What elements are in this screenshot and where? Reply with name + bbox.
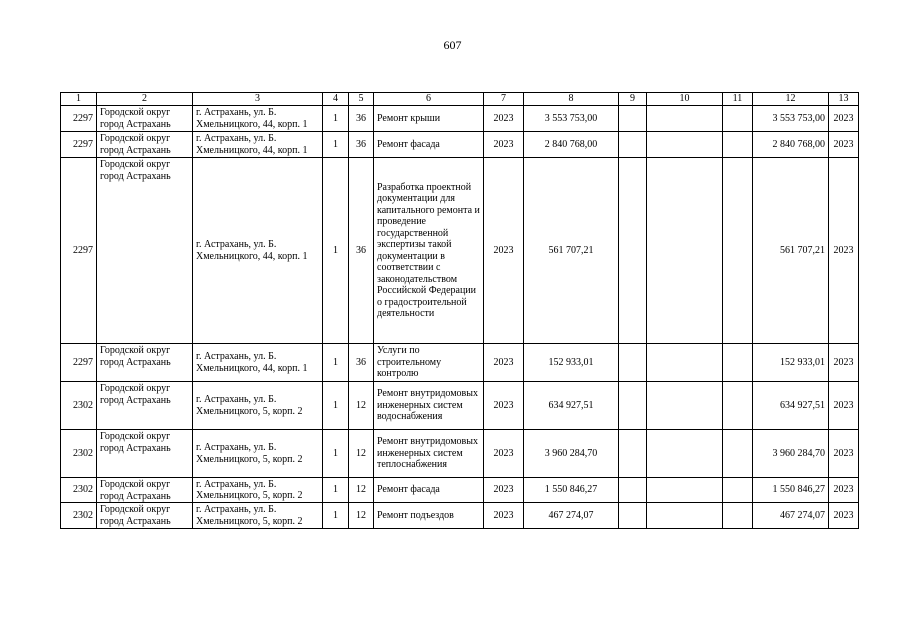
cell-work-type: Ремонт внутридомовых инженерных систем водоснабжения xyxy=(374,382,484,430)
cell-address-line: г. Астрахань, ул. Б. xyxy=(196,442,277,453)
cell-municipality xyxy=(97,503,193,529)
table-row xyxy=(61,106,859,132)
cell-address xyxy=(193,382,323,430)
cell-address-line: г. Астрахань, ул. Б. xyxy=(196,351,277,362)
cell-address-line: Хмельницкого, 5, корп. 2 xyxy=(196,490,303,501)
cell-year-end: 2023 xyxy=(829,106,859,132)
cell-municipality-line: Городской округ xyxy=(100,383,171,394)
cell-municipality-line: Городской округ xyxy=(100,159,171,170)
header-cell: 7 xyxy=(484,93,524,106)
cell-address-line: Хмельницкого, 44, корп. 1 xyxy=(196,144,308,156)
header-cell: 9 xyxy=(619,93,647,106)
cell-year: 2023 xyxy=(484,158,524,344)
cell-col10 xyxy=(647,132,723,158)
cell-col9 xyxy=(619,430,647,478)
cell-col9 xyxy=(619,478,647,503)
cell-work-type: Ремонт фасада xyxy=(374,478,484,503)
cell-col9 xyxy=(619,503,647,529)
cell-municipality-line: Городской округ xyxy=(100,107,171,118)
header-cell: 5 xyxy=(349,93,374,106)
cell-municipality-line: Городской округ xyxy=(100,431,171,442)
cell-id: 2302 xyxy=(61,478,97,503)
cell-total: 2 840 768,00 xyxy=(753,132,829,158)
cell-municipality xyxy=(97,158,193,344)
cell-work-type: Ремонт подъездов xyxy=(374,503,484,529)
cell-year-end: 2023 xyxy=(829,430,859,478)
cell-col4: 1 xyxy=(323,503,349,529)
cell-total: 561 707,21 xyxy=(753,158,829,344)
cell-cost: 3 960 284,70 xyxy=(524,430,619,478)
cell-col5: 36 xyxy=(349,344,374,382)
cell-col10 xyxy=(647,158,723,344)
cell-municipality xyxy=(97,478,193,503)
cell-year-end: 2023 xyxy=(829,132,859,158)
cell-municipality-line: Городской округ xyxy=(100,345,171,356)
header-cell: 6 xyxy=(374,93,484,106)
cell-col10 xyxy=(647,478,723,503)
cell-municipality xyxy=(97,106,193,132)
cell-year-end: 2023 xyxy=(829,382,859,430)
header-cell: 2 xyxy=(97,93,193,106)
cell-municipality-line: город Астрахань xyxy=(100,170,171,182)
cell-col5: 36 xyxy=(349,158,374,344)
cell-year: 2023 xyxy=(484,478,524,503)
cell-col10 xyxy=(647,503,723,529)
cell-year-end: 2023 xyxy=(829,158,859,344)
cell-municipality-line: город Астрахань xyxy=(100,515,171,527)
cell-cost: 561 707,21 xyxy=(524,158,619,344)
cell-total: 467 274,07 xyxy=(753,503,829,529)
cell-municipality-line: город Астрахань xyxy=(100,356,171,368)
cell-cost: 1 550 846,27 xyxy=(524,478,619,503)
cell-work-type: Ремонт внутридомовых инженерных систем теплоснабжения xyxy=(374,430,484,478)
cell-year: 2023 xyxy=(484,106,524,132)
cell-id: 2302 xyxy=(61,382,97,430)
cell-municipality xyxy=(97,430,193,478)
cell-col11 xyxy=(723,430,753,478)
table-row xyxy=(61,430,859,478)
header-cell: 11 xyxy=(723,93,753,106)
header-cell: 12 xyxy=(753,93,829,106)
cell-col11 xyxy=(723,382,753,430)
cell-col4: 1 xyxy=(323,478,349,503)
cell-year-end: 2023 xyxy=(829,344,859,382)
cell-cost: 2 840 768,00 xyxy=(524,132,619,158)
cell-col10 xyxy=(647,382,723,430)
table-row xyxy=(61,132,859,158)
cell-municipality xyxy=(97,344,193,382)
header-cell: 8 xyxy=(524,93,619,106)
cell-municipality-line: Городской округ xyxy=(100,479,171,490)
cell-year: 2023 xyxy=(484,344,524,382)
cell-col4: 1 xyxy=(323,382,349,430)
cell-municipality-line: город Астрахань xyxy=(100,490,171,502)
cell-year: 2023 xyxy=(484,132,524,158)
cell-col5: 12 xyxy=(349,478,374,503)
cell-col4: 1 xyxy=(323,344,349,382)
cell-work-type: Ремонт крыши xyxy=(374,106,484,132)
cell-col11 xyxy=(723,503,753,529)
cell-col4: 1 xyxy=(323,106,349,132)
cell-col9 xyxy=(619,344,647,382)
cell-col4: 1 xyxy=(323,132,349,158)
cell-municipality-line: город Астрахань xyxy=(100,394,171,406)
header-cell: 4 xyxy=(323,93,349,106)
cell-address-line: г. Астрахань, ул. Б. xyxy=(196,239,277,250)
header-cell: 10 xyxy=(647,93,723,106)
cell-id: 2297 xyxy=(61,158,97,344)
cell-col11 xyxy=(723,478,753,503)
table-row xyxy=(61,158,859,344)
cell-municipality-line: город Астрахань xyxy=(100,144,171,156)
cell-address xyxy=(193,158,323,344)
cell-col10 xyxy=(647,106,723,132)
cell-address xyxy=(193,132,323,158)
cell-cost: 467 274,07 xyxy=(524,503,619,529)
cell-work-type: Разработка проектной документации для капитального ремонта и проведение государственной экспертизы такой документации в соответствии с законодательством Российской Федерации о градостроительной деятельности xyxy=(374,158,484,344)
page-number: 607 xyxy=(443,38,462,52)
cell-address-line: Хмельницкого, 5, корп. 2 xyxy=(196,515,303,527)
cell-col9 xyxy=(619,158,647,344)
cell-id: 2297 xyxy=(61,106,97,132)
cell-work-type: Ремонт фасада xyxy=(374,132,484,158)
cell-col5: 12 xyxy=(349,430,374,478)
cell-col9 xyxy=(619,132,647,158)
header-cell: 13 xyxy=(829,93,859,106)
cell-municipality xyxy=(97,382,193,430)
cell-municipality-line: город Астрахань xyxy=(100,442,171,454)
header-cell: 1 xyxy=(61,93,97,106)
cell-id: 2302 xyxy=(61,430,97,478)
table-row xyxy=(61,344,859,382)
cell-address xyxy=(193,430,323,478)
cell-col5: 36 xyxy=(349,106,374,132)
cell-address xyxy=(193,503,323,529)
cell-col9 xyxy=(619,382,647,430)
header-row xyxy=(61,93,859,106)
cell-id: 2302 xyxy=(61,503,97,529)
cell-address-line: Хмельницкого, 5, корп. 2 xyxy=(196,453,303,465)
cell-address-line: Хмельницкого, 44, корп. 1 xyxy=(196,118,308,130)
cell-municipality xyxy=(97,132,193,158)
cell-address-line: г. Астрахань, ул. Б. xyxy=(196,107,277,118)
cell-year: 2023 xyxy=(484,430,524,478)
cell-cost: 634 927,51 xyxy=(524,382,619,430)
cell-col10 xyxy=(647,430,723,478)
cell-cost: 152 933,01 xyxy=(524,344,619,382)
cell-address-line: г. Астрахань, ул. Б. xyxy=(196,478,277,490)
cell-year-end: 2023 xyxy=(829,478,859,503)
cell-total: 3 553 753,00 xyxy=(753,106,829,132)
cell-year: 2023 xyxy=(484,382,524,430)
table-row xyxy=(61,503,859,529)
cell-year: 2023 xyxy=(484,503,524,529)
cell-total: 634 927,51 xyxy=(753,382,829,430)
cell-address-line: Хмельницкого, 44, корп. 1 xyxy=(196,362,308,374)
cell-total: 1 550 846,27 xyxy=(753,478,829,503)
cell-col9 xyxy=(619,106,647,132)
cell-col5: 12 xyxy=(349,503,374,529)
cell-col11 xyxy=(723,106,753,132)
cell-total: 3 960 284,70 xyxy=(753,430,829,478)
cell-address-line: г. Астрахань, ул. Б. xyxy=(196,394,277,405)
cell-address-line: г. Астрахань, ул. Б. xyxy=(196,504,277,515)
cell-col11 xyxy=(723,158,753,344)
cell-id: 2297 xyxy=(61,132,97,158)
cell-col4: 1 xyxy=(323,158,349,344)
cell-id: 2297 xyxy=(61,344,97,382)
table-row xyxy=(61,478,859,503)
header-cell: 3 xyxy=(193,93,323,106)
cell-total: 152 933,01 xyxy=(753,344,829,382)
cell-work-type: Услуги по строительному контролю xyxy=(374,344,484,382)
cell-address xyxy=(193,344,323,382)
cell-address xyxy=(193,106,323,132)
cell-municipality-line: город Астрахань xyxy=(100,118,171,130)
cell-address-line: г. Астрахань, ул. Б. xyxy=(196,133,277,144)
cell-col5: 12 xyxy=(349,382,374,430)
cell-col4: 1 xyxy=(323,430,349,478)
cell-address-line: Хмельницкого, 44, корп. 1 xyxy=(196,250,308,262)
table-row xyxy=(61,382,859,430)
cell-municipality-line: Городской округ xyxy=(100,504,171,515)
cell-cost: 3 553 753,00 xyxy=(524,106,619,132)
works-table xyxy=(60,92,859,529)
cell-address-line: Хмельницкого, 5, корп. 2 xyxy=(196,405,303,417)
cell-address xyxy=(193,478,323,503)
cell-year-end: 2023 xyxy=(829,503,859,529)
cell-col11 xyxy=(723,344,753,382)
cell-col5: 36 xyxy=(349,132,374,158)
cell-col11 xyxy=(723,132,753,158)
cell-municipality-line: Городской округ xyxy=(100,133,171,144)
cell-col10 xyxy=(647,344,723,382)
